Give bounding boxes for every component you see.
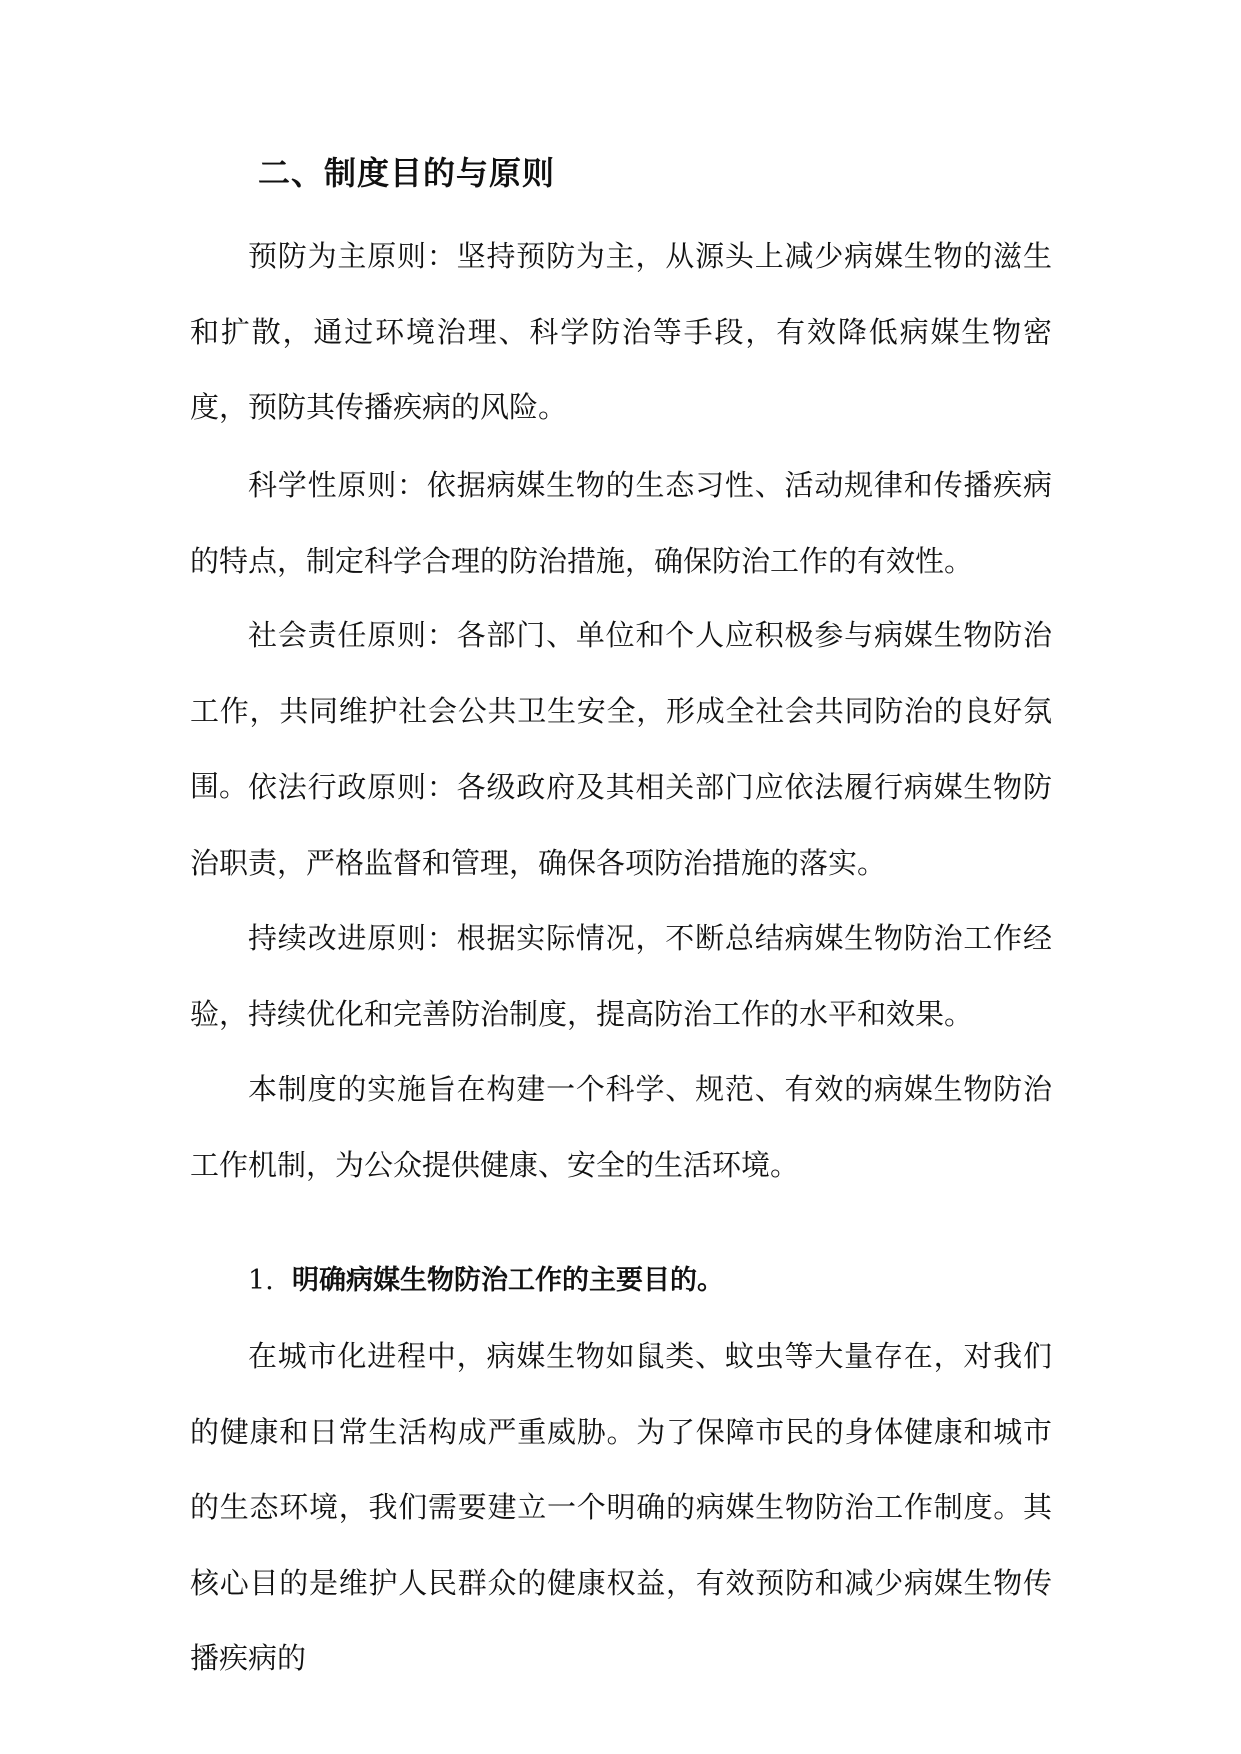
subsection-number: 1. bbox=[248, 1265, 274, 1296]
section-heading: 二、制度目的与原则 bbox=[258, 154, 556, 192]
subsection-title: 明确病媒生物防治工作的主要目的。 bbox=[292, 1265, 724, 1296]
paragraph-continuous-improvement-principle: 持续改进原则：根据实际情况，不断总结病媒生物防治工作经验，持续优化和完善防治制度，提高防治工作的水平和效果。 bbox=[190, 921, 1052, 1031]
paragraph-prevention-principle: 预防为主原则：坚持预防为主，从源头上减少病媒生物的滋生和扩散，通过环境治理、科学防治等手段，有效降低病媒生物密度，预防其传播疾病的风险。 bbox=[190, 239, 1052, 424]
paragraph-social-responsibility-principle: 社会责任原则：各部门、单位和个人应积极参与病媒生物防治工作，共同维护社会公共卫生安全，形成全社会共同防治的良好氛围。 bbox=[190, 618, 1052, 803]
paragraph-law-administration-principle: 依法行政原则：各级政府及其相关部门应依法履行病媒生物防治职责，严格监督和管理，确保各项防治措施的落实。 bbox=[190, 770, 1052, 880]
paragraph-summary: 本制度的实施旨在构建一个科学、规范、有效的病媒生物防治工作机制，为公众提供健康、安全的生活环境。 bbox=[190, 1072, 1052, 1182]
subsection-heading bbox=[248, 1256, 724, 1306]
paragraph-subsection-body: 在城市化进程中，病媒生物如鼠类、蚊虫等大量存在，对我们的健康和日常生活构成严重威胁。为了保障市民的身体健康和城市的生态环境，我们需要建立一个明确的病媒生物防治工作制度。其核心目的是维护人民群众的健康权益，有效预防和减少病媒生物传播疾病的 bbox=[190, 1339, 1052, 1675]
paragraph-scientific-principle: 科学性原则：依据病媒生物的生态习性、活动规律和传播疾病的特点，制定科学合理的防治措施，确保防治工作的有效性。 bbox=[190, 468, 1052, 578]
